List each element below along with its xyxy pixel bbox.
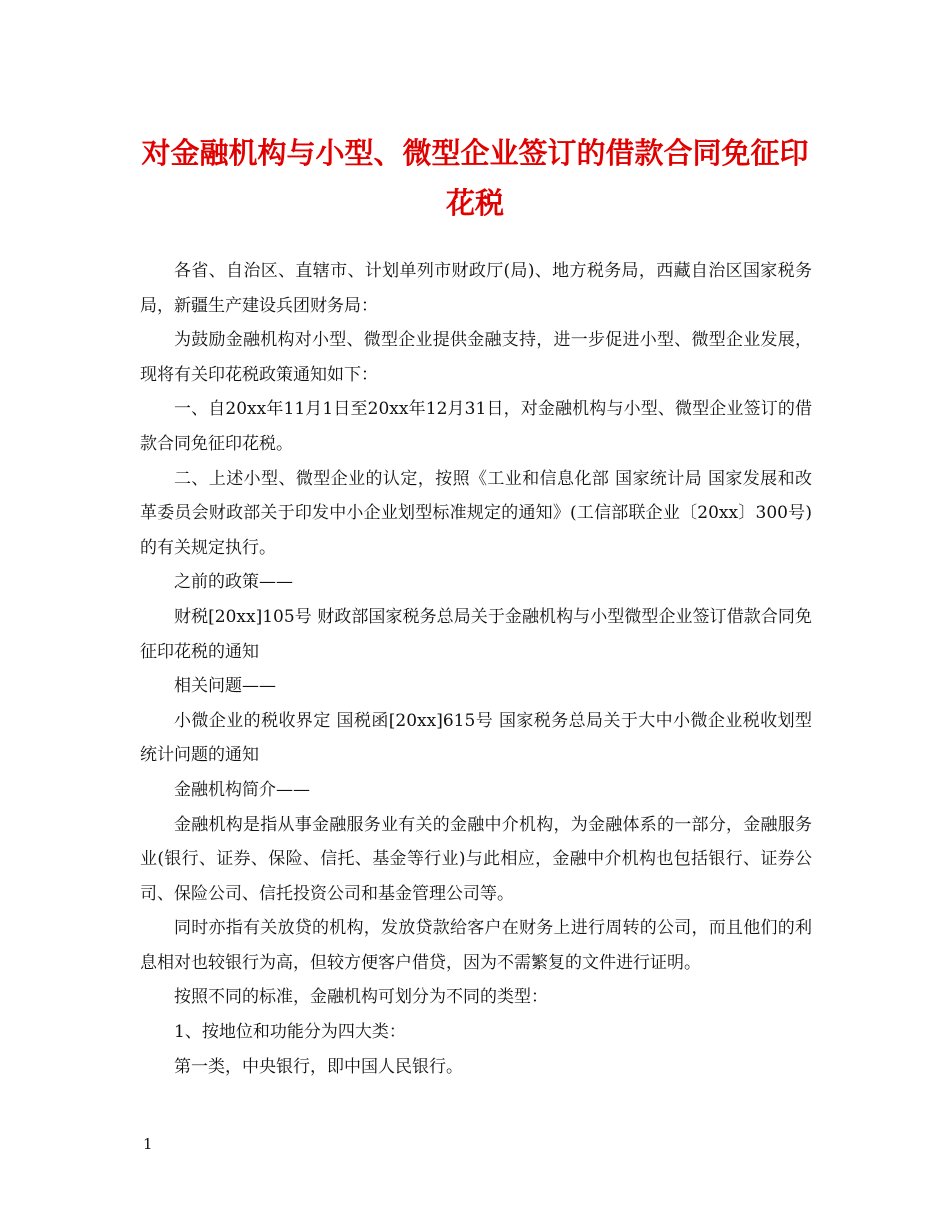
document-body [140,254,812,1084]
paragraph-classification-item-1: 1、按地位和功能分为四大类： [174,1022,406,1043]
section-heading-previous-policy: 之前的政策—— [174,572,293,593]
paragraph-salutation: 各省、自治区、直辖市、计划单列市财政厅(局)、地方税务局，西藏自治区国家税务局，新疆生产建设兵团财务局： [140,261,812,316]
document-title: 对金融机构与小型、微型企业签订的借款合同免征印花税 [141,136,809,220]
paragraph-previous-policy: 财税[20xx]105号 财政部国家税务总局关于金融机构与小型微型企业签订借款合同免征印花税的通知 [140,606,812,662]
page-number: 1 [143,1135,153,1153]
paragraph-institution-definition: 金融机构是指从事金融服务业有关的金融中介机构，为金融体系的一部分，金融服务业(银行、证券、保险、信托、基金等行业)与此相应，金融中介机构也包括银行、证券公司、保险公司、信托投资公司和基金管理公司等。 [140,814,812,904]
paragraph-item-1: 一、自20xx年11月1日至20xx年12月31日，对金融机构与小型、微型企业签订的借款合同免征印花税。 [140,399,812,454]
paragraph-first-category: 第一类，中央银行，即中国人民银行。 [174,1056,463,1077]
section-heading-institution-intro: 金融机构简介—— [174,779,310,800]
paragraph-classification: 按照不同的标准，金融机构可划分为不同的类型： [174,987,548,1008]
paragraph-related-issues: 小微企业的税收界定 国税函[20xx]615号 国家税务总局关于大中小微企业税收划型统计问题的通知 [140,710,812,766]
paragraph-item-2: 二、上述小型、微型企业的认定，按照《工业和信息化部 国家统计局 国家发展和改革委员会财政部关于印发中小企业划型标准规定的通知》(工信部联企业〔20xx〕300号)的有关规定执行。 [140,468,812,558]
paragraph-lending-institutions: 同时亦指有关放贷的机构，发放贷款给客户在财务上进行周转的公司，而且他们的利息相对也较银行为高，但较方便客户借贷，因为不需繁复的文件进行证明。 [140,918,812,973]
section-heading-related-issues: 相关问题—— [174,676,276,697]
paragraph-intro: 为鼓励金融机构对小型、微型企业提供金融支持，进一步促进小型、微型企业发展，现将有关印花税政策通知如下： [140,330,812,385]
